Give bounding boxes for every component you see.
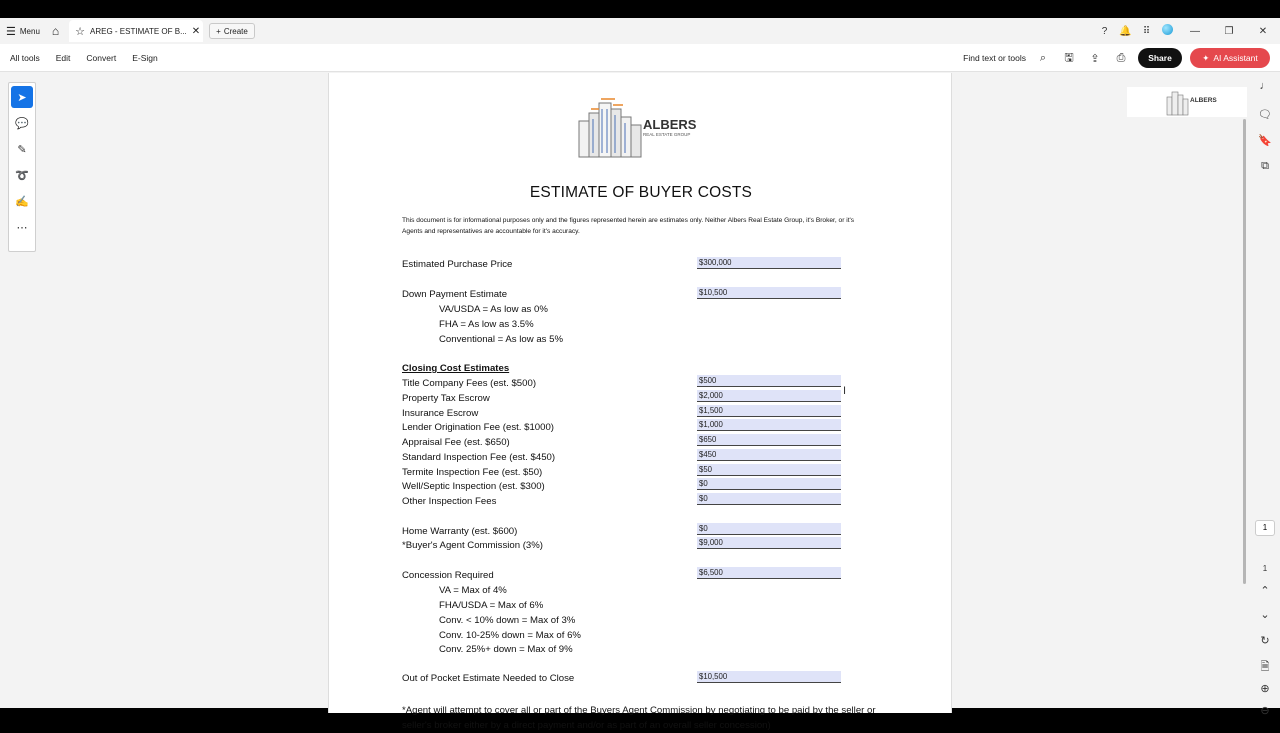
- print-icon[interactable]: ⎙: [1116, 51, 1126, 64]
- home-warranty-label: Home Warranty (est. $600): [402, 526, 518, 537]
- ai-assistant-button[interactable]: ✦ AI Assistant: [1190, 48, 1270, 68]
- help-icon[interactable]: ?: [1101, 25, 1108, 37]
- down-note: Conventional = As low as 5%: [439, 334, 563, 345]
- lasso-icon[interactable]: ➰: [15, 169, 29, 182]
- closing-item-field[interactable]: $1,000: [697, 419, 841, 431]
- closing-item-label: Title Company Fees (est. $500): [402, 378, 537, 389]
- vertical-scrollbar[interactable]: [1243, 119, 1246, 584]
- upload-icon[interactable]: ⇪: [1090, 52, 1100, 65]
- select-tool-icon[interactable]: ➤: [11, 86, 33, 108]
- down-note: FHA = As low as 3.5%: [439, 319, 534, 330]
- save-icon[interactable]: 🖫: [1064, 51, 1074, 64]
- pdf-page: [328, 73, 952, 731]
- thumbnail-logo: [1127, 87, 1247, 117]
- apps-grid-icon[interactable]: ⠿: [1142, 25, 1151, 37]
- closing-item-field[interactable]: $0: [697, 478, 841, 490]
- out-of-pocket-field[interactable]: $10,500: [697, 671, 841, 683]
- menu-all-tools[interactable]: All tools: [10, 53, 40, 63]
- add-comment-icon[interactable]: 💬: [15, 117, 29, 130]
- down-payment-label: Down Payment Estimate: [402, 289, 508, 300]
- agent-commission-field[interactable]: $9,000: [697, 537, 841, 549]
- closing-item-label: Lender Origination Fee (est. $1000): [402, 422, 554, 433]
- zoom-in-icon[interactable]: ⊕: [1260, 683, 1270, 695]
- maximize-icon[interactable]: ❐: [1224, 25, 1234, 37]
- concession-label: Concession Required: [402, 570, 494, 581]
- commission-footnote: *Agent will attempt to cover all or part of the Buyers Agent Commission by negotiating to be paid by the seller or seller's broker either by a direct payment and/or as part of an overall seller concession): [402, 705, 876, 731]
- bookmarks-icon[interactable]: 🔖: [1258, 135, 1272, 147]
- purchase-price-label: Estimated Purchase Price: [402, 259, 513, 270]
- document-canvas[interactable]: [0, 73, 1246, 731]
- concession-note: Conv. < 10% down = Max of 3%: [439, 615, 576, 626]
- albers-logo: [571, 95, 721, 161]
- closing-cost-heading: Closing Cost Estimates: [402, 363, 510, 374]
- star-icon[interactable]: ☆: [75, 25, 86, 38]
- closing-item-label: Property Tax Escrow: [402, 393, 490, 404]
- closing-item-field[interactable]: $2,000: [697, 390, 841, 402]
- closing-item-field[interactable]: $650: [697, 434, 841, 446]
- pen-icon[interactable]: ✎: [17, 143, 27, 156]
- page-up-icon[interactable]: ⌃: [1260, 585, 1270, 597]
- svg-text:ALBERS: ALBERS: [1190, 97, 1217, 104]
- zoom-out-icon[interactable]: ⊖: [1260, 705, 1270, 717]
- page-settings-icon[interactable]: 🗎: [1260, 661, 1270, 673]
- top-toolbar: [0, 44, 1280, 72]
- down-payment-field[interactable]: $10,500: [697, 287, 841, 299]
- closing-item-label: Appraisal Fee (est. $650): [402, 437, 510, 448]
- left-tool-rail: [8, 82, 36, 252]
- tab-title: AREG - ESTIMATE OF B...: [90, 26, 187, 36]
- close-tab-icon[interactable]: ✕: [191, 25, 201, 37]
- text-cursor-icon: I: [843, 385, 847, 397]
- closing-item-field[interactable]: $500: [697, 375, 841, 387]
- disclaimer: This document is for informational purposes only and the figures represented herein are estimates only. Neither Albers Real Estate Group, it's Broker, or it's Agents and representatives are accountable for it's accuracy.: [402, 217, 855, 235]
- document-title: ESTIMATE OF BUYER COSTS: [529, 184, 753, 201]
- home-icon: ⌂: [51, 24, 60, 38]
- create-button[interactable]: + Create: [209, 23, 255, 39]
- agent-commission-label: *Buyer's Agent Commission (3%): [402, 540, 543, 551]
- hamburger-icon: ☰: [6, 25, 16, 38]
- closing-item-label: Standard Inspection Fee (est. $450): [402, 452, 556, 463]
- account-avatar[interactable]: [1157, 24, 1178, 38]
- closing-item-field[interactable]: $0: [697, 493, 841, 505]
- ai-sparkle-icon[interactable]: ♩: [1259, 80, 1271, 92]
- right-toolbar: [963, 44, 1270, 72]
- tool-menu: [10, 44, 158, 72]
- share-button[interactable]: Share: [1138, 48, 1182, 68]
- menu-esign[interactable]: E-Sign: [132, 53, 158, 63]
- closing-item-label: Insurance Escrow: [402, 408, 479, 419]
- out-of-pocket-label: Out of Pocket Estimate Needed to Close: [402, 673, 575, 684]
- home-button[interactable]: [46, 20, 65, 42]
- minimize-icon[interactable]: —: [1190, 25, 1200, 37]
- closing-item-label: Other Inspection Fees: [402, 496, 497, 507]
- acrobat-window: [0, 18, 1280, 731]
- page-total: 1: [1262, 564, 1268, 573]
- menu-button[interactable]: ☰ Menu: [6, 25, 40, 38]
- closing-item-label: Well/Septic Inspection (est. $300): [402, 481, 545, 492]
- title-bar: [0, 18, 1280, 44]
- closing-item-label: Termite Inspection Fee (est. $50): [402, 467, 543, 478]
- menu-edit[interactable]: Edit: [55, 53, 71, 63]
- page-down-icon[interactable]: ⌄: [1260, 609, 1270, 621]
- down-note: VA/USDA = As low as 0%: [439, 304, 548, 315]
- home-warranty-field[interactable]: $0: [697, 523, 841, 535]
- current-page-input[interactable]: 1: [1255, 520, 1275, 536]
- window-controls: [1094, 18, 1280, 44]
- document-tab[interactable]: [69, 20, 203, 42]
- ai-icon: ✦: [1202, 52, 1210, 63]
- svg-text:ALBERS: ALBERS: [643, 117, 697, 132]
- svg-text:REAL ESTATE GROUP: REAL ESTATE GROUP: [643, 132, 691, 137]
- closing-item-field[interactable]: $1,500: [697, 405, 841, 417]
- refresh-icon[interactable]: ↻: [1260, 635, 1270, 647]
- plus-icon: +: [216, 26, 221, 36]
- purchase-price-field[interactable]: $300,000: [697, 257, 841, 269]
- pages-icon[interactable]: ⧉: [1261, 160, 1269, 172]
- more-tools-icon[interactable]: ⋯: [16, 221, 28, 234]
- concession-note: Conv. 25%+ down = Max of 9%: [439, 644, 573, 655]
- search-icon[interactable]: ⌕: [1039, 51, 1047, 64]
- close-window-icon[interactable]: ✕: [1258, 25, 1268, 37]
- notifications-icon[interactable]: 🔔: [1119, 25, 1132, 37]
- signature-icon[interactable]: ✍: [15, 195, 29, 208]
- closing-item-field[interactable]: $50: [697, 464, 841, 476]
- concession-note: FHA/USDA = Max of 6%: [439, 600, 544, 611]
- concession-note: VA = Max of 4%: [439, 585, 507, 596]
- closing-item-field[interactable]: $450: [697, 449, 841, 461]
- concession-field[interactable]: $6,500: [697, 567, 841, 579]
- right-rail: [1250, 72, 1280, 717]
- concession-note: Conv. 10-25% down = Max of 6%: [439, 630, 581, 641]
- menu-convert[interactable]: Convert: [86, 53, 117, 63]
- comments-icon[interactable]: 🗨: [1258, 109, 1272, 121]
- find-label[interactable]: Find text or tools: [963, 53, 1026, 63]
